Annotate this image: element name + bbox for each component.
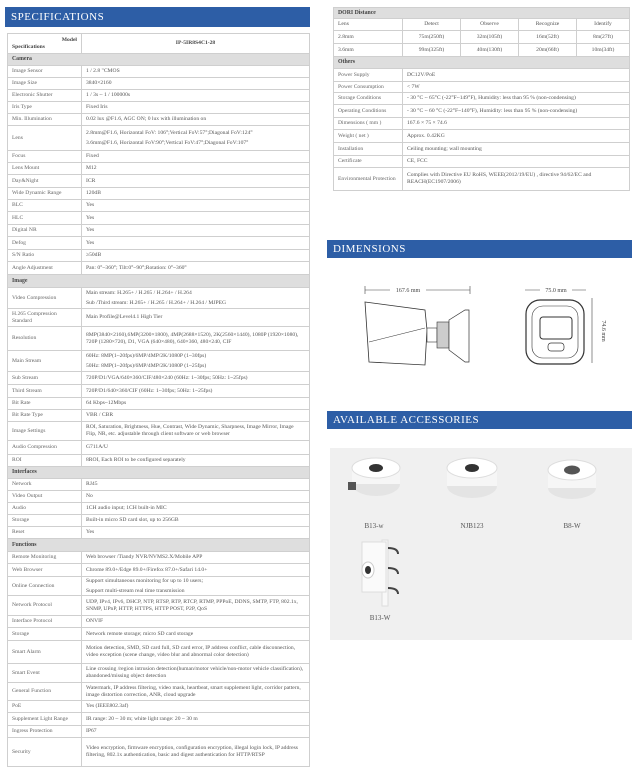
- spec-row: [8, 351, 310, 372]
- spec-label: Remote Monitoring: [8, 552, 82, 564]
- spec-label: Image Sensor: [8, 66, 82, 78]
- spec-label: Power Consumption: [334, 82, 403, 93]
- spec-label: Storage: [8, 628, 82, 641]
- spec-value: Ceiling mounting; wall mounting: [403, 143, 630, 156]
- spec-row: [8, 188, 310, 200]
- accessory-b13-w: [344, 454, 404, 530]
- spec-label: Angle Adjustment: [8, 262, 82, 275]
- spec-value: [82, 616, 310, 628]
- spec-label: Dimensions ( mm ): [334, 118, 403, 130]
- spec-value-text: ROI, Saturation, Brightness, Hue, Contrast, Wide Dynamic, Sharpness, Image Mirror, Image Flip, NR, etc. adjustable through client software or web browser: [86, 424, 294, 437]
- dori-cell: 20m(66ft): [519, 44, 577, 57]
- spec-label: ROI: [8, 455, 82, 467]
- model-name: IP-5IR8S4C1-28: [82, 34, 310, 54]
- spec-value-text: 720P/D1/640×360/CIF (60Hz: 1~30fps; 50Hz: 1~25fps): [86, 387, 213, 394]
- height-dimension: 74.6 mm: [600, 320, 606, 342]
- others-row: [334, 130, 630, 143]
- spec-value-text: IP67: [86, 728, 97, 735]
- spec-row: [8, 664, 310, 683]
- junction-box-image: [346, 454, 402, 502]
- spec-value: [82, 596, 310, 616]
- spec-label: Lens Mount: [8, 163, 82, 175]
- section-header: [8, 539, 310, 552]
- accessories-title-bar: [327, 411, 632, 429]
- spec-value-text: Fixed Iris: [86, 104, 108, 111]
- spec-row: [8, 564, 310, 577]
- specifications-title-bar: [5, 7, 310, 27]
- spec-label: Web Browser: [8, 564, 82, 577]
- spec-value: [82, 552, 310, 564]
- spec-value-text: RJ45: [86, 481, 98, 488]
- spec-label: Storage Conditions: [334, 93, 403, 105]
- spec-value: [82, 564, 310, 577]
- spec-value: [82, 422, 310, 441]
- spec-label: Digital NR: [8, 225, 82, 237]
- spec-label: Bit Rate: [8, 398, 82, 410]
- spec-value: [82, 200, 310, 212]
- spec-row: [8, 175, 310, 188]
- spec-value-text: Built-in micro SD card slot, up to 256GB: [86, 517, 179, 524]
- spec-label: Power Supply: [334, 69, 403, 82]
- spec-row: [8, 309, 310, 327]
- spec-row: [8, 327, 310, 351]
- spec-value: [82, 664, 310, 683]
- spec-value: [82, 726, 310, 738]
- spec-row: [8, 114, 310, 126]
- spec-value-text: Watermark, IP address filtering, video mask, heartbeat, smart supplement light, corridor pattern, image distortion correction, ANR, cloud upgrade: [86, 684, 301, 698]
- spec-label: BLC: [8, 200, 82, 212]
- dori-cell: 40m(130ft): [461, 44, 519, 57]
- spec-label: Audio: [8, 503, 82, 515]
- spec-value-text: Yes: [86, 214, 95, 221]
- spec-value-text-2: 3.6mm@F1.6, Horizontal FoV:90°;Vertical FoV:47°;Diagonal FoV:107°: [86, 139, 249, 146]
- spec-row: [8, 641, 310, 664]
- spec-value-text: Yes: [86, 239, 95, 246]
- spec-row: [8, 126, 310, 151]
- spec-row: [8, 250, 310, 262]
- spec-row: [8, 455, 310, 467]
- spec-value: [82, 163, 310, 175]
- specifications-title: SPECIFICATIONS: [11, 11, 105, 23]
- others-section: [334, 57, 630, 69]
- spec-row: [8, 225, 310, 237]
- spec-row: [8, 738, 310, 767]
- spec-value: [82, 90, 310, 102]
- spec-value: [82, 66, 310, 78]
- spec-row: [8, 151, 310, 163]
- spec-label: Resolution: [8, 327, 82, 351]
- spec-value: [82, 527, 310, 539]
- camera-side-drawing: [355, 280, 475, 370]
- spec-value: [82, 351, 310, 372]
- spec-value-text: Chrome 89.0+/Edge 89.0+/Firefox 87.0+/Safari 14.0+: [86, 566, 208, 573]
- width-dimension: 75.0 mm: [545, 288, 567, 294]
- section-title: Camera: [8, 54, 310, 66]
- spec-row: [8, 262, 310, 275]
- spec-row: [8, 422, 310, 441]
- spec-value: [82, 250, 310, 262]
- spec-label: Video Compression: [8, 288, 82, 309]
- spec-table-header: [8, 34, 310, 54]
- spec-value: [82, 262, 310, 275]
- spec-label: Smart Alarm: [8, 641, 82, 664]
- dimensions-title-bar: [327, 240, 632, 258]
- spec-value: [82, 455, 310, 467]
- spec-value: [82, 738, 310, 767]
- spec-label: Installation: [334, 143, 403, 156]
- specifications-table: [7, 33, 310, 767]
- spec-label: H.265 Compression Standard: [8, 309, 82, 327]
- spec-value-text: Yes: [86, 202, 95, 209]
- spec-row: [8, 479, 310, 491]
- spec-row: [8, 163, 310, 175]
- spec-value-text: Network remote storage; micro SD card storage: [86, 630, 194, 637]
- section-title: Others: [334, 57, 630, 69]
- section-title: DORI Distance: [334, 8, 630, 19]
- spec-value: CE, FCC: [403, 156, 630, 168]
- spec-label: Network: [8, 479, 82, 491]
- spec-value: [82, 126, 310, 151]
- spec-label: Supplement Light Range: [8, 713, 82, 726]
- spec-row: [8, 527, 310, 539]
- others-row: [334, 143, 630, 156]
- spec-label: Iris Type: [8, 102, 82, 114]
- spec-label: Reset: [8, 527, 82, 539]
- spec-row: [8, 596, 310, 616]
- spec-label: Storage: [8, 515, 82, 527]
- spec-row: [8, 515, 310, 527]
- spec-value-text: 3840×2160: [86, 80, 112, 87]
- spec-value-text: Main stream: H.265+ / H.265 / H.264+ / H.264: [86, 289, 192, 296]
- spec-value-text: Support simultaneous monitoring for up to 10 users;: [86, 577, 203, 584]
- spec-value-text: Fixed: [86, 153, 99, 160]
- spec-value: [82, 309, 310, 327]
- spec-value-text: Web browser /Tiandy NVR/NVMS2.X/Mobile APP: [86, 554, 203, 561]
- spec-value: [82, 503, 310, 515]
- spec-row: [8, 102, 310, 114]
- spec-value: < 7W: [403, 82, 630, 93]
- spec-label: Image Settings: [8, 422, 82, 441]
- spec-value: [82, 188, 310, 200]
- spec-value-text: IR range: 20 ~ 30 m; white light range: 20 ~ 30 m: [86, 715, 198, 722]
- spec-value: [82, 78, 310, 90]
- spec-label: Third Stream: [8, 385, 82, 398]
- accessory-label: B8-W: [563, 522, 581, 530]
- spec-label: Network Protocol: [8, 596, 82, 616]
- spec-value: [82, 683, 310, 701]
- spec-value-text: 0.02 lux @F1.6, AGC ON; 0 lux with illumination on: [86, 116, 207, 123]
- dori-row: [334, 44, 630, 57]
- spec-value: [82, 237, 310, 250]
- spec-row: [8, 237, 310, 250]
- spec-value: [82, 515, 310, 527]
- spec-label: Environmental Protection: [334, 168, 403, 191]
- spec-label: Online Connection: [8, 577, 82, 596]
- accessory-label: NJB123: [460, 522, 484, 530]
- dori-others-table: [333, 7, 630, 191]
- spec-row: [8, 713, 310, 726]
- spec-value: [82, 701, 310, 713]
- dori-cell: 3.6mm: [334, 44, 403, 57]
- spec-label: Operating Conditions: [334, 105, 403, 118]
- spec-value: [82, 151, 310, 163]
- accessory-label: B13-w: [364, 522, 384, 530]
- spec-value-text: Yes: [86, 227, 95, 234]
- section-title: Functions: [8, 539, 310, 552]
- dori-header-cell: Lens: [334, 19, 403, 31]
- spec-value-text: M12: [86, 165, 97, 172]
- dori-cell: 99m(325ft): [403, 44, 461, 57]
- spec-value: [82, 175, 310, 188]
- others-row: [334, 69, 630, 82]
- dori-cell: 10m(34ft): [577, 44, 630, 57]
- spec-value: - 30 °C ~ 65°C (-22°F~149°F), Humidity: less than 95 % (non-condensing): [403, 93, 630, 105]
- spec-value-text: 1 / 2.8 "CMOS: [86, 68, 120, 75]
- dori-header-cell: Detect: [403, 19, 461, 31]
- dimensions-title: DIMENSIONS: [333, 243, 406, 255]
- section-header: [8, 275, 310, 288]
- spec-label: Security: [8, 738, 82, 767]
- spec-row: [8, 503, 310, 515]
- spec-value-text: Yes: [86, 529, 95, 536]
- spec-row: [8, 683, 310, 701]
- spec-value-text: 60Hz: 8MP(1~20fps)/6MP/4MP/2K/1080P (1~30fps): [86, 352, 207, 359]
- spec-label: Smart Event: [8, 664, 82, 683]
- spec-label: Day&Night: [8, 175, 82, 188]
- spec-row: [8, 726, 310, 738]
- dori-header-row: [334, 19, 630, 31]
- spec-label: Audio Compression: [8, 441, 82, 455]
- others-row: [334, 156, 630, 168]
- spec-value-text: VBR / CBR: [86, 412, 114, 419]
- junction-box-image: [444, 454, 500, 502]
- spec-value-text: ≥50dB: [86, 252, 102, 259]
- spec-row: [8, 200, 310, 212]
- spec-row: [8, 628, 310, 641]
- spec-value-text: Main Profile@Level4.1 High Tier: [86, 314, 163, 321]
- length-dimension: 167.6 mm: [395, 288, 421, 294]
- others-row: [334, 118, 630, 130]
- spec-value-text: 720P/D1/VGA/640×360/CIF/480×240 (60Hz: 1~30fps; 50Hz: 1~25fps): [86, 374, 248, 381]
- spec-value: [82, 628, 310, 641]
- spec-value-text-2: Support multi-stream real time transmission: [86, 587, 185, 594]
- dori-section: [334, 8, 630, 19]
- section-title: Interfaces: [8, 467, 310, 479]
- dori-row: [334, 31, 630, 44]
- spec-row: [8, 385, 310, 398]
- spec-value-text-2: 50Hz: 8MP(1~20fps)/6MP/4MP/2K/1080P (1~25fps): [86, 362, 207, 369]
- dori-header-cell: Recognize: [519, 19, 577, 31]
- spec-value-text: 64 Kbps~12Mbps: [86, 400, 127, 407]
- others-row: [334, 82, 630, 93]
- spec-value: [82, 410, 310, 422]
- spec-label: Min. Illumination: [8, 114, 82, 126]
- section-title: Image: [8, 275, 310, 288]
- dori-cell: 75m(250ft): [403, 31, 461, 44]
- spec-label: Focus: [8, 151, 82, 163]
- spec-value-text: Pan: 0°~360°; Tilt:0°~90°;Rotation: 0°~360°: [86, 264, 187, 271]
- spec-label: Specifications: [12, 43, 45, 50]
- spec-label: PoE: [8, 701, 82, 713]
- accessory-njb123: [442, 454, 502, 530]
- spec-value: - 30 °C ~ 60 °C (-22°F~140°F), Humidity: less than 95 % (non-condensing): [403, 105, 630, 118]
- pole-mount-image: [354, 538, 406, 608]
- spec-value: [82, 441, 310, 455]
- spec-row: [8, 288, 310, 309]
- spec-label: Ingress Protection: [8, 726, 82, 738]
- spec-row: [8, 577, 310, 596]
- dori-cell: 32m(105ft): [461, 31, 519, 44]
- spec-value: 167.6 × 75 × 74.6: [403, 118, 630, 130]
- spec-value: [82, 479, 310, 491]
- spec-row: [8, 372, 310, 385]
- spec-label: HLC: [8, 212, 82, 225]
- spec-value: [82, 398, 310, 410]
- spec-value-text: Yes (IEEE802.3af): [86, 703, 129, 710]
- spec-row: [8, 491, 310, 503]
- spec-value: [82, 327, 310, 351]
- spec-value-text: No: [86, 493, 93, 500]
- spec-row: [8, 410, 310, 422]
- accessories-title: AVAILABLE ACCESSORIES: [333, 414, 480, 426]
- spec-value-text: 8MP(3840×2160),6MP(3200×1800), 4MP(2688×1520), 2K(2560×1440), 1080P (1920×1080), 720P (1280×720), D1, VGA (640×480), 640×360, 480×240, CIF: [86, 331, 299, 345]
- spec-row: [8, 398, 310, 410]
- spec-label: Main Stream: [8, 351, 82, 372]
- spec-row: [8, 441, 310, 455]
- spec-value: [82, 288, 310, 309]
- spec-value: DC12V/PoE: [403, 69, 630, 82]
- spec-label: Lens: [8, 126, 82, 151]
- spec-row: [8, 701, 310, 713]
- spec-label: Defog: [8, 237, 82, 250]
- spec-label: Image Size: [8, 78, 82, 90]
- spec-label: Sub Stream: [8, 372, 82, 385]
- spec-row: [8, 90, 310, 102]
- spec-label: Interface Protocol: [8, 616, 82, 628]
- spec-label: General Function: [8, 683, 82, 701]
- dori-cell: 8m(27ft): [577, 31, 630, 44]
- spec-value: Approx. 0.42KG: [403, 130, 630, 143]
- others-row: [334, 105, 630, 118]
- spec-value: [82, 102, 310, 114]
- spec-value-text: Motion detection, SMD, SD card full, SD card error, IP address conflict, cable disconnection, video exception (scene change, video blur and abnormal color detection): [86, 645, 296, 658]
- spec-row: [8, 66, 310, 78]
- spec-row: [8, 212, 310, 225]
- others-row: [334, 168, 630, 191]
- spec-label: Electronic Shutter: [8, 90, 82, 102]
- accessory-b8-w: [542, 456, 602, 530]
- others-row: [334, 93, 630, 105]
- spec-label: Weight ( net ): [334, 130, 403, 143]
- spec-value-text: 8ROI, Each ROI to be configured separately: [86, 457, 186, 464]
- spec-value: [82, 713, 310, 726]
- dori-header-cell: Identify: [577, 19, 630, 31]
- junction-box-image: [544, 456, 600, 504]
- spec-value: [82, 372, 310, 385]
- spec-value-text: Video encryption, firmware encryption, configuration encryption, illegal login lock, IP address filtering, 802.1x authentication, basic and digest authentication for HTTP/RTSP: [86, 745, 298, 758]
- spec-value-text: G711A/U: [86, 444, 108, 451]
- accessory-b13-w-pole: [350, 538, 410, 622]
- spec-value-text: 2.8mm@F1.6, Horizontal FoV: 106°;Vertical FoV:57°;Diagonal FoV:124°: [86, 129, 253, 136]
- section-header: [8, 54, 310, 66]
- spec-value: [82, 641, 310, 664]
- spec-label: Bit Rate Type: [8, 410, 82, 422]
- spec-label: Video Output: [8, 491, 82, 503]
- spec-value: [82, 491, 310, 503]
- dori-cell: 16m(52ft): [519, 31, 577, 44]
- spec-value-text: Line crossing /region intrusion detection(human/motor vehicle/non-motor vehicle classification), abandoned/missing object detection: [86, 666, 304, 679]
- section-header: [8, 467, 310, 479]
- spec-row: [8, 552, 310, 564]
- spec-row: [8, 616, 310, 628]
- dori-cell: 2.8mm: [334, 31, 403, 44]
- spec-label: Wide Dynamic Range: [8, 188, 82, 200]
- spec-value-text: UDP, IPv4, IPv6, DHCP, NTP, RTSP, RTP, RTCP, RTMP, PPPoE, DDNS, SMTP, FTP, 802.1x, SNMP, UPnP, HTTP, HTTPS, HTTP POST, P2P, QoS: [86, 598, 298, 612]
- spec-row: [8, 78, 310, 90]
- spec-value-text: 120dB: [86, 190, 101, 197]
- spec-label: Certificate: [334, 156, 403, 168]
- accessories-panel: [330, 448, 632, 640]
- spec-label: S/N Ratio: [8, 250, 82, 262]
- camera-front-drawing: [520, 283, 620, 373]
- spec-value: [82, 114, 310, 126]
- spec-value: [82, 225, 310, 237]
- spec-value-text-2: Sub /Third stream: H.265+ / H.265 / H.264+ / H.264 / MJPEG: [86, 299, 227, 306]
- spec-value-text: ICR: [86, 177, 96, 184]
- model-label: Model: [61, 36, 77, 43]
- spec-value-text: ONVIF: [86, 618, 104, 625]
- accessory-label: B13-W: [369, 614, 391, 622]
- spec-value: [82, 577, 310, 596]
- spec-value: [82, 385, 310, 398]
- spec-value-text: 1 / 3s ~ 1 / 100000s: [86, 92, 131, 99]
- dori-header-cell: Observe: [461, 19, 519, 31]
- spec-value: Complies with Directive EU RoHS, WEEE(2012/19/EU) , directive 94/62/EC and REACH(EC1907/2006): [403, 168, 630, 191]
- spec-value: [82, 212, 310, 225]
- spec-value-text: 1CH audio input; 1CH built-in MIC: [86, 505, 167, 512]
